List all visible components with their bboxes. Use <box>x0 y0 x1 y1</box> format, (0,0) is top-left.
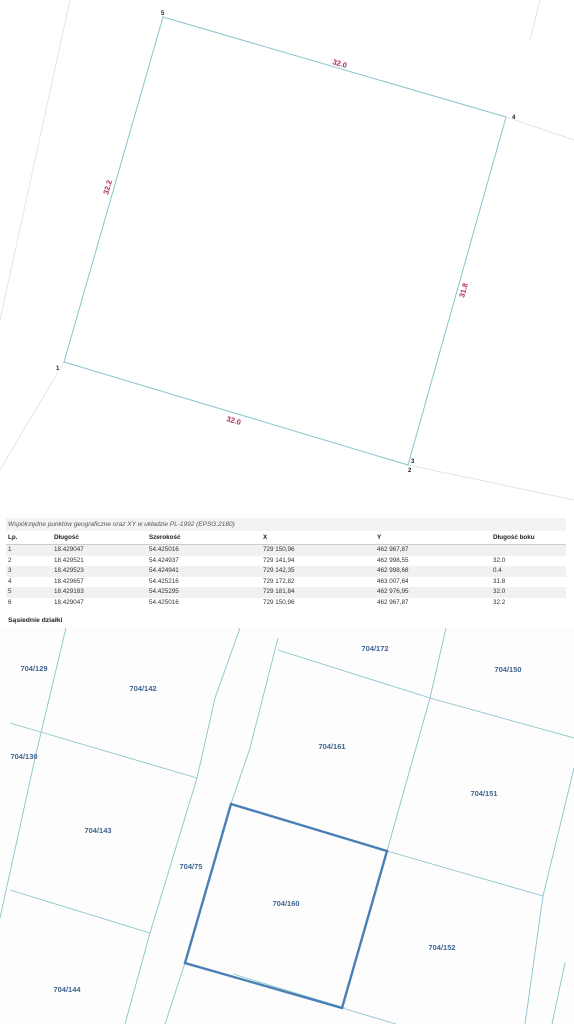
cell-side-length: 0.4 <box>491 566 566 577</box>
neighbors-title: Sąsiednie działki <box>8 617 63 624</box>
parcel-outline <box>64 17 506 465</box>
table-row <box>6 587 566 598</box>
parcel-label[interactable]: 704/151 <box>470 789 498 798</box>
parcel-label[interactable]: 704/172 <box>361 644 389 653</box>
selected-parcel-label[interactable]: 704/160 <box>272 899 300 908</box>
parcel-label[interactable]: 704/75 <box>179 862 203 871</box>
cell-y: 462 967,87 <box>375 545 491 556</box>
cell-x: 729 150,96 <box>263 598 295 606</box>
cell-y: 462 998,68 <box>375 566 491 577</box>
cell-longitude: 18.429657 <box>54 577 84 585</box>
parcel-label[interactable]: 704/142 <box>129 684 157 693</box>
cell-lp: 3 <box>6 566 52 577</box>
cell-latitude: 54.425295 <box>147 587 261 598</box>
col-header-longitude: Długość <box>52 531 147 545</box>
cell-lp: 6 <box>8 598 12 606</box>
parcel-label[interactable]: 704/150 <box>494 665 522 674</box>
cell-x: 729 141,94 <box>263 556 295 564</box>
parcel-label[interactable]: 704/129 <box>20 664 48 673</box>
table-row <box>6 577 566 588</box>
table-row <box>6 545 566 556</box>
col-header-side-length: Długość boku <box>491 531 566 545</box>
cell-lp: 1 <box>6 545 52 556</box>
point-label-4: 4 <box>512 115 516 121</box>
cell-latitude: 54.425016 <box>149 598 179 606</box>
parcel-label[interactable]: 704/130 <box>10 752 38 761</box>
table-row <box>6 566 566 577</box>
col-header-x: X <box>261 531 375 545</box>
coordinates-table <box>6 531 566 609</box>
point-label-2: 2 <box>408 468 412 474</box>
cell-longitude: 18.429047 <box>54 598 84 606</box>
background-lines <box>0 0 574 500</box>
neighbors-map[interactable] <box>0 628 574 1024</box>
cell-longitude: 18.429047 <box>52 545 147 556</box>
cell-lp: 5 <box>6 587 52 598</box>
cell-side-length: 31.8 <box>493 577 506 585</box>
parcel-label[interactable]: 704/161 <box>318 742 346 751</box>
side-label-5-4: 32.0 <box>331 57 348 70</box>
cell-x: 729 150,96 <box>261 545 375 556</box>
cell-y: 462 967,87 <box>377 598 409 606</box>
table-row <box>6 556 566 567</box>
point-label-1: 1 <box>56 366 60 372</box>
point-label-3: 3 <box>411 459 415 465</box>
cell-lp: 2 <box>8 556 12 564</box>
point-label-5: 5 <box>161 11 165 17</box>
cell-y: 462 998,55 <box>377 556 409 564</box>
cell-side-length: 32.0 <box>491 587 566 598</box>
side-label-4-3: 31.8 <box>457 282 470 299</box>
parcel-label[interactable]: 704/152 <box>428 943 456 952</box>
cell-side-length: 32.2 <box>493 598 506 606</box>
cell-x: 729 172,82 <box>263 577 295 585</box>
cell-latitude: 54.424937 <box>149 556 179 564</box>
col-header-latitude: Szerokość <box>147 531 261 545</box>
cell-latitude: 54.424941 <box>147 566 261 577</box>
cell-x: 729 142,35 <box>261 566 375 577</box>
cell-longitude: 18.429521 <box>54 556 84 564</box>
cell-x: 729 181,84 <box>261 587 375 598</box>
parcel-label[interactable]: 704/144 <box>53 985 81 994</box>
parcel-label[interactable]: 704/143 <box>84 826 112 835</box>
cell-longitude: 18.429523 <box>52 566 147 577</box>
table-row <box>6 598 566 609</box>
cell-side-length <box>491 545 566 556</box>
side-label-1-3: 32.0 <box>225 414 242 427</box>
col-header-y: Y <box>375 531 491 545</box>
col-header-lp: Lp. <box>6 531 52 545</box>
side-label-1-5: 32.2 <box>101 179 114 196</box>
cell-longitude: 18.429183 <box>52 587 147 598</box>
cell-latitude: 54.425016 <box>147 545 261 556</box>
cell-y: 462 976,95 <box>375 587 491 598</box>
cell-side-length: 32.0 <box>493 556 506 564</box>
table-header-row <box>6 531 566 545</box>
cell-lp: 4 <box>8 577 12 585</box>
coordinates-section <box>6 518 566 609</box>
coordinates-caption: Współrzędne punktów geograficzne oraz XY w układzie PL-1992 (EPSG:2180) <box>6 518 566 531</box>
cell-y: 463 007,64 <box>377 577 409 585</box>
cell-latitude: 54.425216 <box>149 577 179 585</box>
